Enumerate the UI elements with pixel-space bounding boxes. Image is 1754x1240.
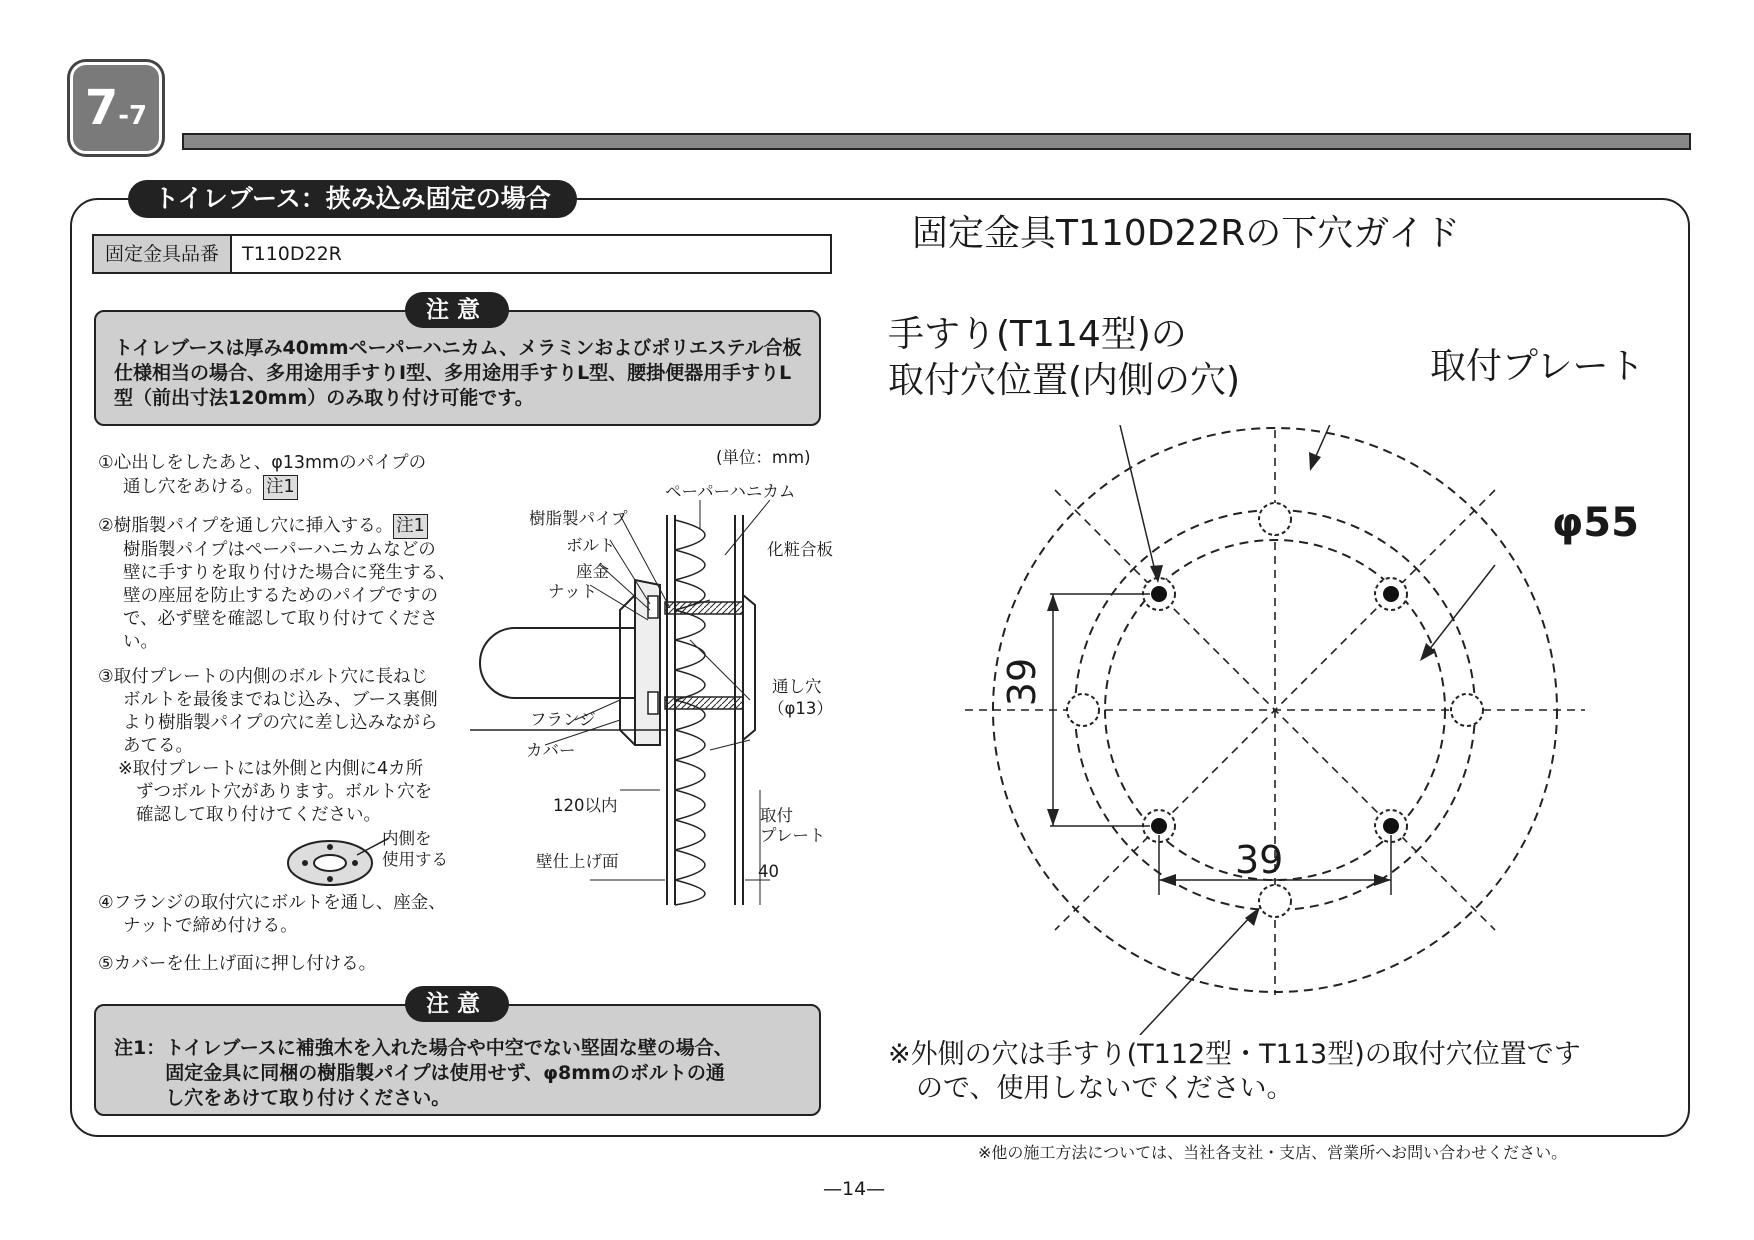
plate-inside-label: 内側を 使用する bbox=[382, 829, 448, 869]
dimension-horizontal: 39 bbox=[1235, 838, 1284, 882]
label-bolt: ボルト bbox=[566, 536, 616, 555]
header-rule bbox=[182, 133, 1691, 150]
part-number-value: T110D22R bbox=[242, 243, 342, 265]
section-title: トイレブース：挟み込み固定の場合 bbox=[128, 180, 577, 218]
holes-label: 手すり(T114型)の 取付穴位置(内側の穴) bbox=[888, 314, 1241, 401]
label-nut: ナット bbox=[548, 582, 598, 601]
unit-label: (単位：mm) bbox=[716, 448, 811, 467]
label-through-hole: 通し穴 bbox=[772, 677, 822, 696]
label-flange: フランジ bbox=[530, 710, 596, 729]
label-decorative-board: 化粧合板 bbox=[767, 540, 833, 559]
note-ref-tag: 注1 bbox=[393, 514, 428, 539]
step-3: ③取付プレートの内側のボルト穴に長ねじ ボルトを最後までねじ込み、ブース裏側 より樹脂製パイプの穴に差し込みながら あてる。 ※取付プレートには外側と内側に4カ所 ずつボルト穴があります。ボルト穴を 確認して取り付けてください。 bbox=[98, 667, 438, 825]
notice-box-2: 注1： トイレブースに補強木を入れた場合や中空でない堅固な壁の場合、 固定金具に同梱の樹脂製パイプは使用せず、φ8mmのボルトの通 し穴をあけて取り付けください。 bbox=[94, 1004, 821, 1116]
cross-section-diagram bbox=[470, 500, 770, 910]
notice-text-1: トイレブースは厚み40mmペーパーハニカム、メラミンおよびポリエステル合板仕様相当の場合、多用途用手すりI型、多用途用手すりL型、腰掛便器用手すりL型（前出寸法120mm）のみ取り付け可能です。 bbox=[114, 337, 802, 409]
hole-guide-diagram bbox=[960, 425, 1600, 1035]
step-1: ①心出しをしたあと、φ13mmのパイプの 通し穴をあける。 注1 bbox=[98, 452, 498, 500]
note-ref-tag: 注1 bbox=[263, 475, 298, 500]
mounting-plate-illustration bbox=[285, 830, 395, 890]
label-cover: カバー bbox=[526, 741, 576, 760]
label-through-hole-dia: （φ13） bbox=[768, 699, 833, 718]
mount-plate-label: 取付プレート bbox=[1430, 346, 1645, 387]
dimension-vertical: 39 bbox=[1000, 657, 1044, 707]
step-2: ②樹脂製パイプを通し穴に挿入する。 注1 樹脂製パイプはペーパーハニカムなどの 壁に手すりを取り付けた場合に発生する、 壁の座屈を防止するためのパイプですの で、必ず壁を確認して取り付けてくださ い。 bbox=[98, 516, 456, 652]
label-mount-plate: 取付 プレート bbox=[760, 806, 826, 845]
part-number-key: 固定金具品番 bbox=[94, 236, 232, 272]
label-thickness-40: 40 bbox=[758, 862, 779, 881]
label-paper-honeycomb: ペーパーハニカム bbox=[665, 482, 796, 501]
diameter-label: φ55 bbox=[1552, 500, 1639, 546]
label-wall-finish: 壁仕上げ面 bbox=[536, 852, 619, 871]
notice-tag-2: 注意 bbox=[405, 986, 509, 1022]
notice-2-prefix: 注1： bbox=[114, 1037, 166, 1059]
page-number: —14— bbox=[823, 1178, 886, 1200]
guide-note: ※外側の穴は手すり(T112型・T113型)の取付穴位置です ので、使用しないでください。 bbox=[888, 1039, 1581, 1104]
step-5: ⑤カバーを仕上げ面に押し付ける。 bbox=[98, 954, 377, 974]
footer-note: ※他の施工方法については、当社各支社・支店、営業所へお問い合わせください。 bbox=[978, 1143, 1568, 1162]
guide-title: 固定金具T110D22Rの下穴ガイド bbox=[912, 213, 1461, 254]
section-badge: 7-7 bbox=[70, 62, 162, 154]
label-within-120: 120以内 bbox=[553, 796, 618, 815]
label-washer: 座金 bbox=[576, 562, 609, 581]
step-4: ④フランジの取付穴にボルトを通し、座金、 ナットで締め付ける。 bbox=[98, 893, 446, 936]
part-number-table bbox=[92, 234, 832, 274]
notice-tag-1: 注意 bbox=[405, 292, 509, 328]
label-resin-pipe: 樹脂製パイプ bbox=[529, 509, 628, 528]
